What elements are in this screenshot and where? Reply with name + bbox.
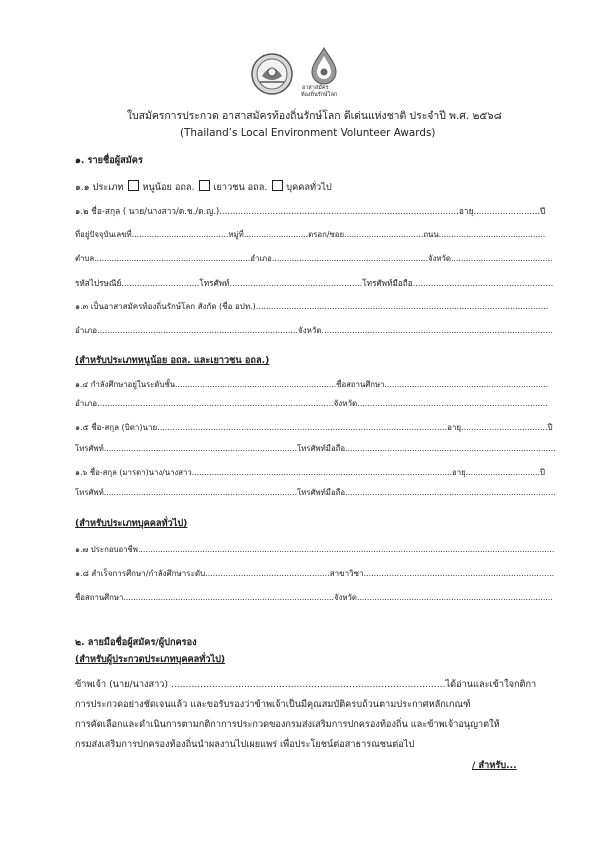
- father-name-line[interactable]: ๑.๕ ชื่อ-สกุล (บิดา)นาย..................................................................................................................อายุ..................................ปี: [75, 423, 553, 432]
- study-district-line[interactable]: อำเภอ.............................................................................................จังหวัด...........................................................................: [75, 399, 548, 408]
- school-line[interactable]: ชื่อสถานศึกษา.....................................................................................จังหวัด...............................................................................: [75, 593, 553, 602]
- name-field-line[interactable]: ๑.๒ ชื่อ-สกุล ( นาย/นางสาว/ด.ช./ด.ญ.)..........................................................................................อายุ.........................ปี: [75, 206, 546, 216]
- checkbox-youth[interactable]: [199, 180, 210, 191]
- checkbox-general[interactable]: [272, 180, 283, 191]
- address-line[interactable]: ที่อยู่ปัจจุบันเลขที่.......................................หมู่ที่..........................ตรอก/ซอย................................ถนน...........................................: [75, 230, 546, 239]
- mother-name-line[interactable]: ๑.๖ ชื่อ-สกุล (มารดา)นาง/นางสาว.........................................................................................................อายุ..............................ปี: [75, 468, 545, 477]
- option-general: บุคคลทั่วไป: [286, 182, 332, 193]
- address-line[interactable]: ตำบล...............................................................อำเภอ...............................................................จังหวัด.........................................: [75, 254, 553, 263]
- logo-caption: ท้องถิ่นรักษ์โลก: [301, 92, 338, 98]
- signature-subheading: (สำหรับผู้ประกวดประเภทบุคคลทั่วไป): [75, 654, 226, 665]
- youth-section-heading: (สำหรับประเภทหนูน้อย อถล. และเยาวชน อถล.): [75, 355, 270, 366]
- section-heading: ๑. รายชื่อผู้สมัคร: [75, 155, 143, 166]
- checkbox-kid[interactable]: [128, 180, 139, 191]
- affiliation-district-line[interactable]: อำเภอ...............................................................................จังหวัด...........................................................................................: [75, 326, 553, 335]
- type-row: [75, 180, 332, 194]
- study-level-line[interactable]: ๑.๔ กำลังศึกษาอยู่ในระดับชั้น.................................................................ชื่อสถานศึกษา..................................................................: [75, 380, 549, 389]
- occupation-line[interactable]: ๑.๗ ประกอบอาชีพ........................................................................................................................................................................: [75, 545, 555, 554]
- declaration-line[interactable]: ข้าพเจ้า (นาย/นางสาว) ..............................................................................................ได้อ่านและเข้าใจกติกา: [75, 679, 537, 690]
- option-youth: เยาวชน อถล.: [213, 182, 268, 193]
- signature-section-heading: ๒. ลายมือชื่อผู้สมัคร/ผู้ปกครอง: [75, 637, 197, 648]
- logo-caption: อาสาสมัคร: [302, 85, 329, 91]
- type-label: ๑.๑ ประเภท: [75, 182, 124, 193]
- address-line[interactable]: รหัสไปรษณีย์..............................โทรศัพท์...................................................โทรศัพท์มือถือ......................................................: [75, 278, 554, 288]
- education-line[interactable]: ๑.๘ สำเร็จการศึกษา/กำลังศึกษาระดับ.................................................สาขาวิชา...........................................................................: [75, 569, 555, 578]
- form-title: ใบสมัครการประกวด อาสาสมัครท้องถิ่นรักษ์โลก ดีเด่นแห่งชาติ ประจำปี พ.ศ. ๒๕๖๘: [127, 110, 502, 122]
- declaration-text: กรมส่งเสริมการปกครองท้องถิ่นนำผลงานไปเผยแพร่ เพื่อประโยชน์ต่อสาธารณชนต่อไป: [75, 739, 415, 750]
- father-phone-line[interactable]: โทรศัพท์..............................................................................โทรศัพท์มือถือ.....................................................................................: [75, 444, 556, 453]
- form-subtitle: (Thailand’s Local Environment Volunteer Awards): [180, 127, 436, 139]
- declaration-text: การประกวดอย่างชัดเจนแล้ว และขอรับรองว่าข้าพเจ้าเป็นมีคุณสมบัติครบถ้วนตามประกาศหลักเกณฑ์: [75, 699, 471, 710]
- ministry-seal-logo: [250, 52, 294, 96]
- general-section-heading: (สำหรับประเภทบุคคลทั่วไป): [75, 518, 188, 529]
- option-kid: หนูน้อย อถล.: [142, 182, 195, 193]
- declaration-text: การคัดเลือกและดำเนินการตามกติกาการประกวดของกรมส่งเสริมการปกครองท้องถิ่น และข้าพเจ้าอนุญาตให้: [75, 719, 500, 730]
- mother-phone-line[interactable]: โทรศัพท์..............................................................................โทรศัพท์มือถือ.....................................................................................: [75, 488, 556, 497]
- affiliation-line[interactable]: ๑.๓ เป็นอาสาสมัครท้องถิ่นรักษ์โลก สังกัด (ชื่อ อปท.)...................................................................................................................: [75, 302, 549, 311]
- continued-note: / สำหรับ...: [472, 760, 517, 771]
